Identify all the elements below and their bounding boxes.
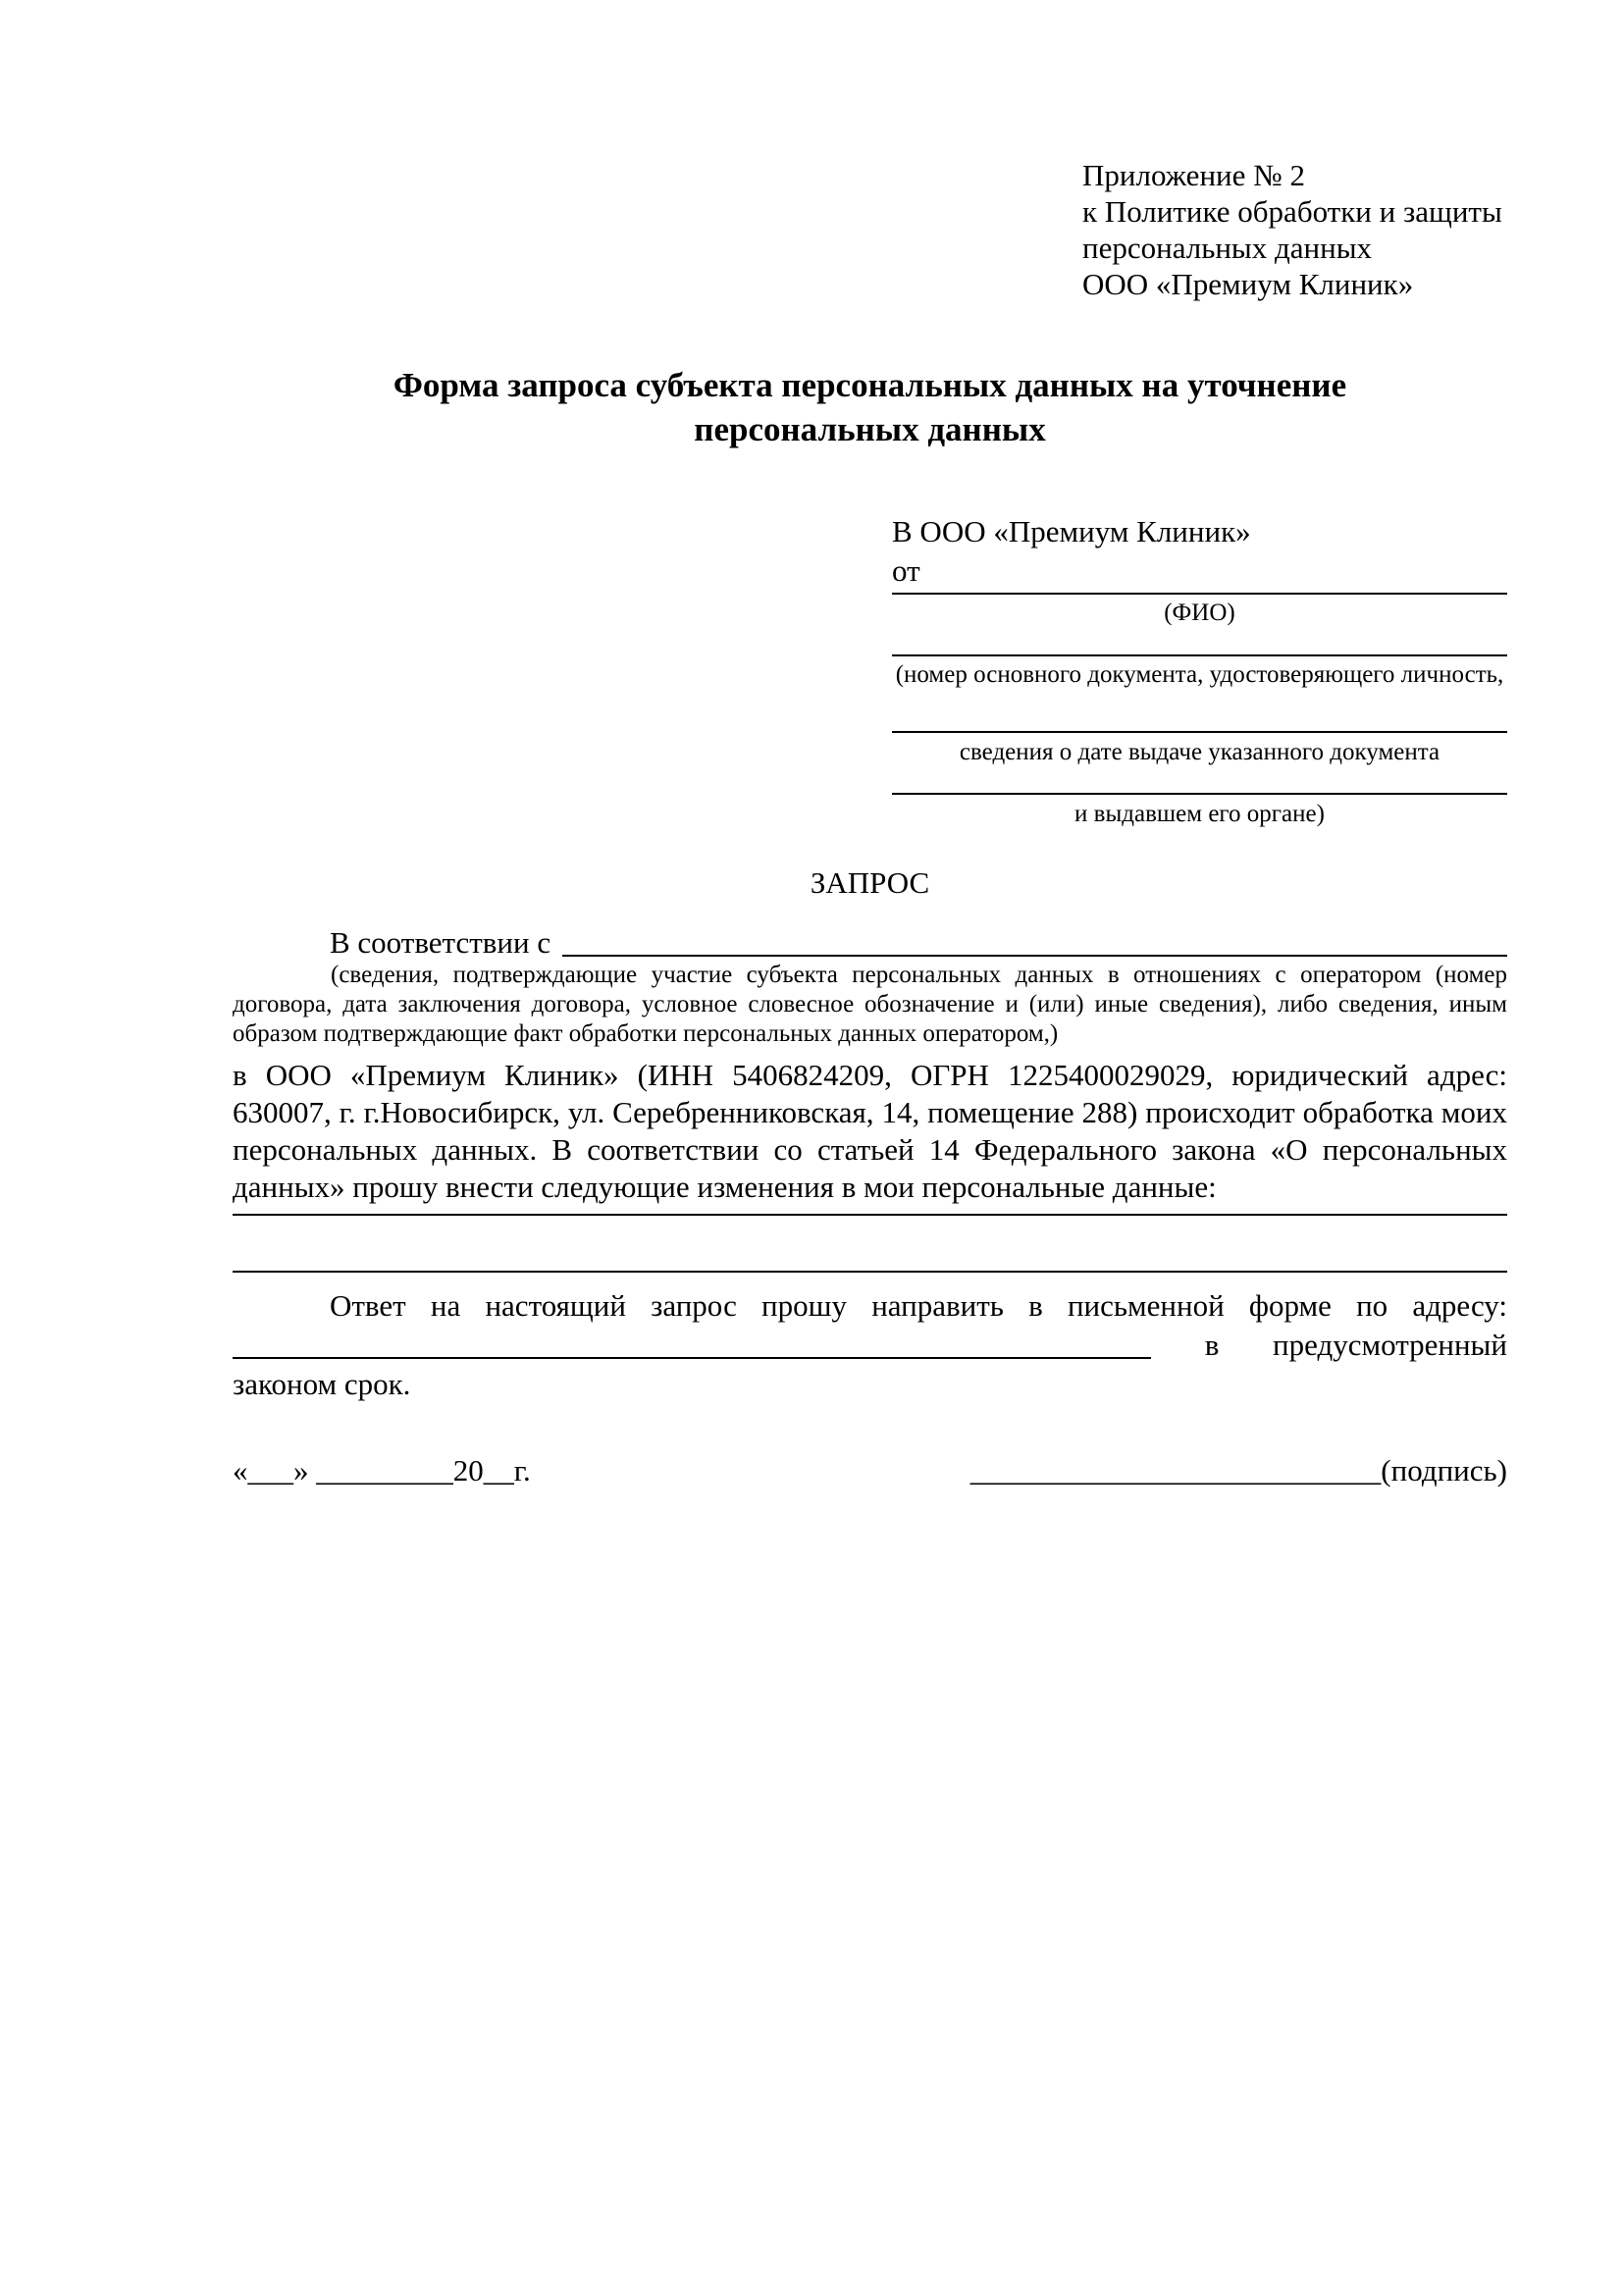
blank-line-basis: [562, 955, 1507, 957]
annex-block: [1082, 157, 1507, 302]
fio-hint: (ФИО): [1164, 600, 1235, 626]
blank-line-changes-1: [233, 1214, 1507, 1216]
annex-line: ООО «Премиум Клиник»: [1082, 267, 1414, 301]
addressee-from-label: от: [892, 553, 920, 588]
request-body: в ООО «Премиум Клиник» (ИНН 5406824209, ОГРН 1225400029029, юридический адрес: 630007, г. г.Новосибирск, ул. Серебренниковская, 14, помещение 288) происходит обработка моих персональных данных. В соответствии со статьей 14 Федерального закона «О персональных данных» прошу внести следующие изменения в мои персональные данные:: [233, 1058, 1507, 1204]
reply-word: в: [1204, 1328, 1220, 1362]
reply-paragraph: Ответ на настоящий запрос прошу направить в письменной форме по адресу:: [330, 1288, 1507, 1323]
addressee-to: В ООО «Премиум Клиник»: [892, 514, 1251, 548]
annex-line: персональных данных: [1082, 231, 1373, 265]
basis-hint: (сведения, подтверждающие участие субъекта персональных данных в отношениях с оператором (номер договора, дата заключения договора, условное словесное обозначение и (или) иные сведения), либо сведения, иным образом подтверждающие факт обработки персональных данных оператором,): [233, 962, 1507, 1047]
signature-line: ___________________________: [969, 1453, 1382, 1487]
issue-date-hint: сведения о дате выдаче указанного документа: [959, 739, 1440, 765]
signature-group: [970, 1451, 1507, 1490]
request-heading: ЗАПРОС: [810, 865, 930, 900]
reply-word: предусмотренный: [1273, 1328, 1507, 1362]
signature-hint: (подпись): [1381, 1453, 1507, 1487]
document-number-hint: (номер основного документа, удостоверяющего личность,: [895, 661, 1504, 688]
intro-prefix: В соответствии с: [330, 925, 551, 960]
footer-row: [233, 1451, 1507, 1490]
reply-tail: законом срок.: [233, 1367, 411, 1401]
annex-line: к Политике обработки и защиты: [1082, 194, 1502, 229]
reply-address-row: [233, 1326, 1507, 1365]
issue-organ-hint: и выдавшем его органе): [1074, 801, 1325, 827]
addressee-block: [892, 512, 1507, 827]
blank-line-issue-date: [892, 731, 1507, 733]
intro-row: [233, 925, 1507, 961]
date-blank: «___» _________20__г.: [233, 1453, 531, 1487]
blank-line-changes-2: [233, 1271, 1507, 1273]
blank-line-document-number: [892, 654, 1507, 656]
blank-line-fio: [892, 593, 1507, 595]
document-title: Форма запроса субъекта персональных данных на уточнение персональных данных: [393, 366, 1347, 448]
blank-line-issue-organ: [892, 793, 1507, 795]
blank-line-reply-address: [233, 1357, 1151, 1359]
annex-line: Приложение № 2: [1082, 158, 1305, 192]
